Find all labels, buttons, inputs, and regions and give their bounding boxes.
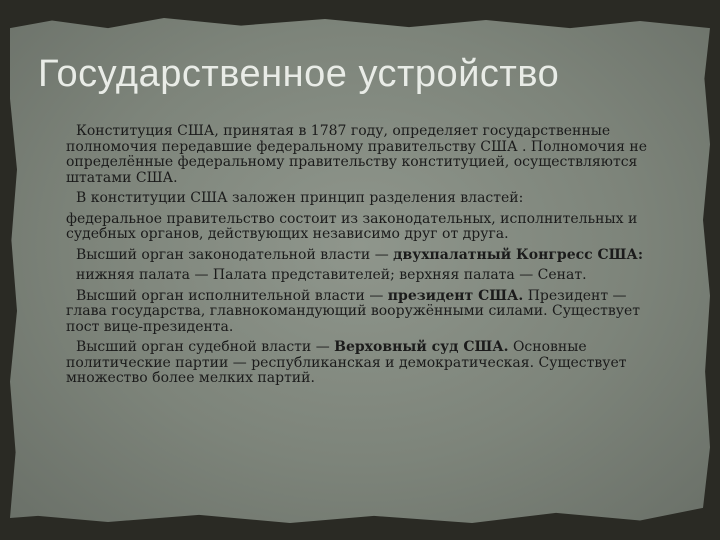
judicial-body: Верховный суд США. [334, 339, 509, 355]
paragraph-legislative [66, 248, 670, 264]
executive-suffix: Президент — глава государства, главнокомандующий вооружёнными силами. Существует пост вице-президента. [66, 287, 640, 335]
judicial-suffix: Основные политические партии — республиканская и демократическая. Существует множество более мелких партий. [66, 339, 627, 386]
executive-prefix: Высший орган исполнительной власти — [76, 287, 388, 304]
slide-body [66, 124, 670, 392]
legislative-prefix: Высший орган законодательной власти — [76, 246, 394, 263]
paragraph-chambers: нижняя палата — Палата представителей; верхняя палата — Сенат. [76, 267, 587, 283]
paragraph-constitution: Конституция США, принятая в 1787 году, определяет государственные полномочия передавшие федеральному правительству США . Полномочия не определённые федеральному правительству конституцией, осуществляются штатами США. [66, 123, 647, 186]
executive-body: президент США. [387, 287, 524, 304]
paragraph-federal-government: федеральное правительство состоит из законодательных, исполнительных и судебных органов, действующих независимо друг от друга. [66, 210, 638, 242]
legislative-body: двухпалатный Конгресс США: [393, 246, 643, 263]
slide-title: Государственное устройство [38, 53, 560, 95]
judicial-prefix: Высший орган судебной власти — [76, 339, 335, 355]
paragraph-separation-of-powers: В конституции США заложен принцип разделения властей: [76, 190, 524, 206]
paragraph-executive [66, 289, 670, 336]
paragraph-judicial [66, 340, 670, 387]
